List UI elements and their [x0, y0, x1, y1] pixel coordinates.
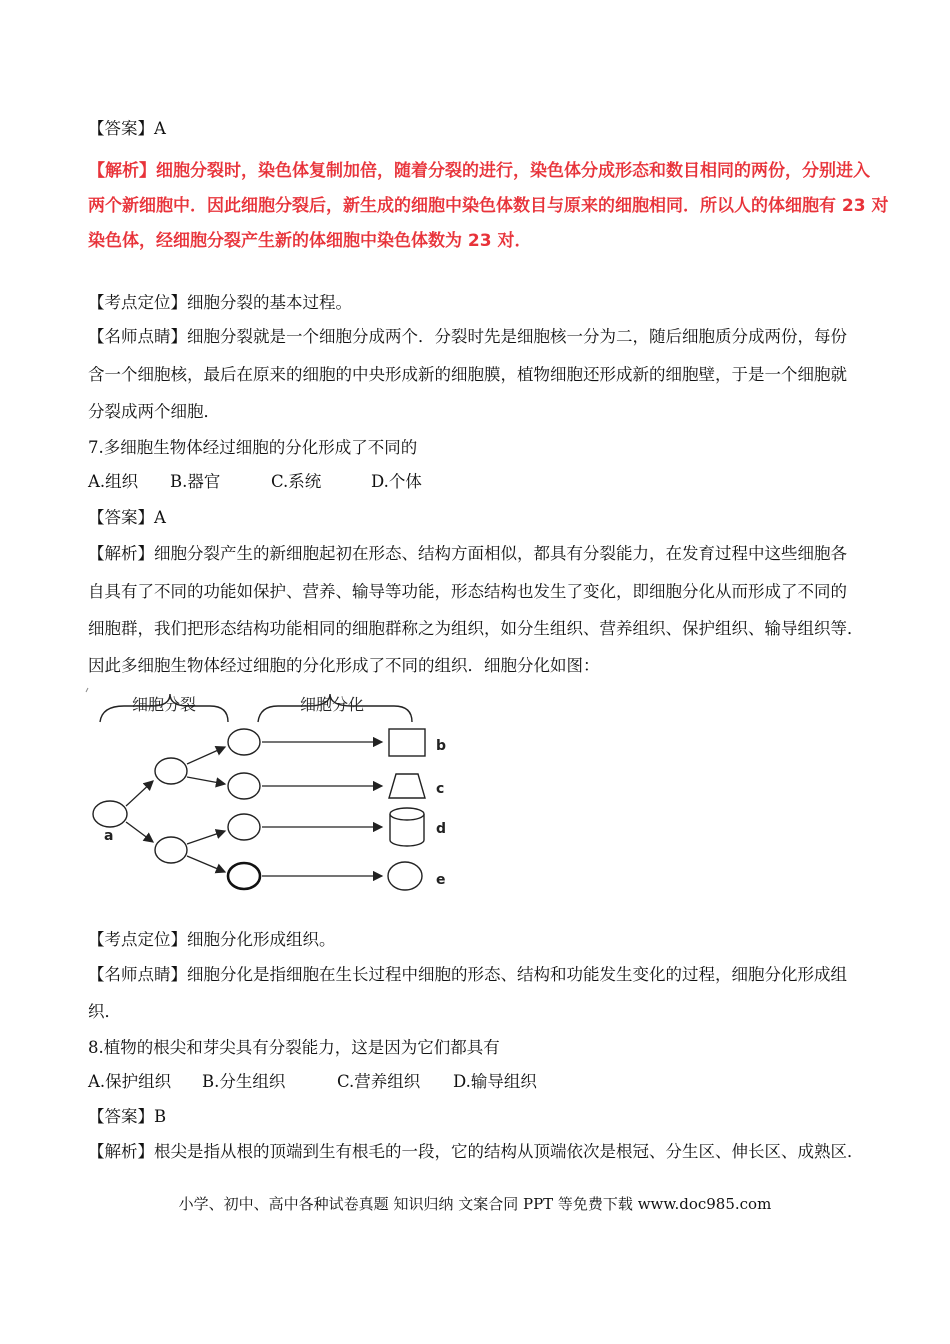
cell-b-square [389, 729, 425, 756]
cell-c-precursor [228, 773, 260, 799]
mingshi-6-line-1: 【名师点睛】细胞分裂就是一个细胞分成两个．分裂时先是细胞核一分为二，随后细胞质分成两份，每份 [88, 327, 847, 346]
arrow-a-upper [126, 781, 153, 806]
mingshi-6-line-3: 分裂成两个细胞． [88, 402, 220, 421]
label-d: d [436, 821, 447, 837]
q8-option-b: B.分生组织 [202, 1072, 286, 1091]
mingshi-6-line-2: 含一个细胞核，最后在原来的细胞的中央形成新的细胞膜，植物细胞还形成新的细胞壁，于是一个细胞就 [88, 365, 847, 384]
cell-lower [155, 837, 187, 863]
q8-option-d: D.输导组织 [453, 1072, 537, 1091]
mingshi-7-line-2: 织． [88, 1002, 121, 1021]
kaodian-7: 【考点定位】细胞分化形成组织。 [88, 930, 336, 949]
label-b: b [436, 738, 447, 754]
analysis-6-line-1: 【解析】细胞分裂时，染色体复制加倍，随着分裂的进行，染色体分成形态和数目相同的两份，分别进入 [88, 161, 870, 181]
answer-8: 【答案】B [88, 1107, 167, 1126]
cell-d-cylinder-top [390, 808, 424, 820]
question-8-options [88, 1071, 878, 1093]
cell-upper [155, 758, 187, 784]
analysis-7-line-1: 【解析】细胞分裂产生的新细胞起初在形态、结构方面相似，都具有分裂能力，在发育过程中这些细胞各 [88, 544, 847, 563]
cell-e-precursor [228, 863, 260, 889]
page-footer: 小学、初中、高中各种试卷真题 知识归纳 文案合同 PPT 等免费下载 www.doc985.com [178, 1195, 772, 1213]
arrow-lower-d [187, 831, 225, 844]
stray-mark [86, 688, 88, 692]
cell-e-circle [388, 862, 422, 890]
q8-option-c: C.营养组织 [337, 1072, 421, 1091]
analysis-7-line-4: 因此多细胞生物体经过细胞的分化形成了不同的组织．细胞分化如图： [88, 656, 600, 675]
arrow-lower-e [187, 856, 225, 872]
question-7-stem: 7.多细胞生物体经过细胞的分化形成了不同的 [88, 438, 418, 457]
q7-option-a: A.组织 [88, 472, 139, 491]
arrow-upper-c [187, 777, 225, 784]
analysis-8-line-1: 【解析】根尖是指从根的顶端到生有根毛的一段，它的结构从顶端依次是根冠、分生区、伸长区、成熟区． [88, 1142, 864, 1161]
label-c: c [436, 781, 445, 797]
cell-d-precursor [228, 814, 260, 840]
q7-option-c: C.系统 [271, 472, 322, 491]
mingshi-7-line-1: 【名师点睛】细胞分化是指细胞在生长过程中细胞的形态、结构和功能发生变化的过程，细胞分化形成组 [88, 965, 847, 984]
question-8-stem: 8.植物的根尖和芽尖具有分裂能力，这是因为它们都具有 [88, 1038, 500, 1057]
kaodian-6: 【考点定位】细胞分裂的基本过程。 [88, 293, 352, 312]
q8-option-a: A.保护组织 [88, 1072, 172, 1091]
analysis-7-line-3: 细胞群，我们把形态结构功能相同的细胞群称之为组织，如分生组织、营养组织、保护组织、输导组织等． [88, 619, 864, 638]
q7-option-b: B.器官 [170, 472, 221, 491]
cell-b-precursor [228, 729, 260, 755]
label-a: a [104, 828, 114, 844]
question-7-options [88, 471, 878, 493]
division-label: 细胞分裂 [131, 695, 197, 714]
answer-6: 【答案】A [88, 119, 166, 138]
analysis-7-line-2: 自具有了不同的功能如保护、营养、输导等功能，形态结构也发生了变化，即细胞分化从而形成了不同的 [88, 582, 847, 601]
cell-differentiation-diagram [82, 684, 462, 904]
q7-option-d: D.个体 [371, 472, 422, 491]
cell-c-trapezoid [389, 774, 425, 798]
label-e: e [436, 872, 446, 888]
analysis-6-line-3: 染色体，经细胞分裂产生新的体细胞中染色体数为 23 对． [88, 231, 532, 251]
arrow-a-lower [126, 822, 153, 842]
analysis-6-line-2: 两个新细胞中．因此细胞分裂后，新生成的细胞中染色体数目与原来的细胞相同．所以人的体细胞有 23 对 [88, 196, 889, 216]
cell-a [93, 801, 127, 827]
differentiation-label: 细胞分化 [299, 695, 365, 714]
answer-7: 【答案】A [88, 508, 166, 527]
arrow-upper-b [187, 747, 225, 764]
